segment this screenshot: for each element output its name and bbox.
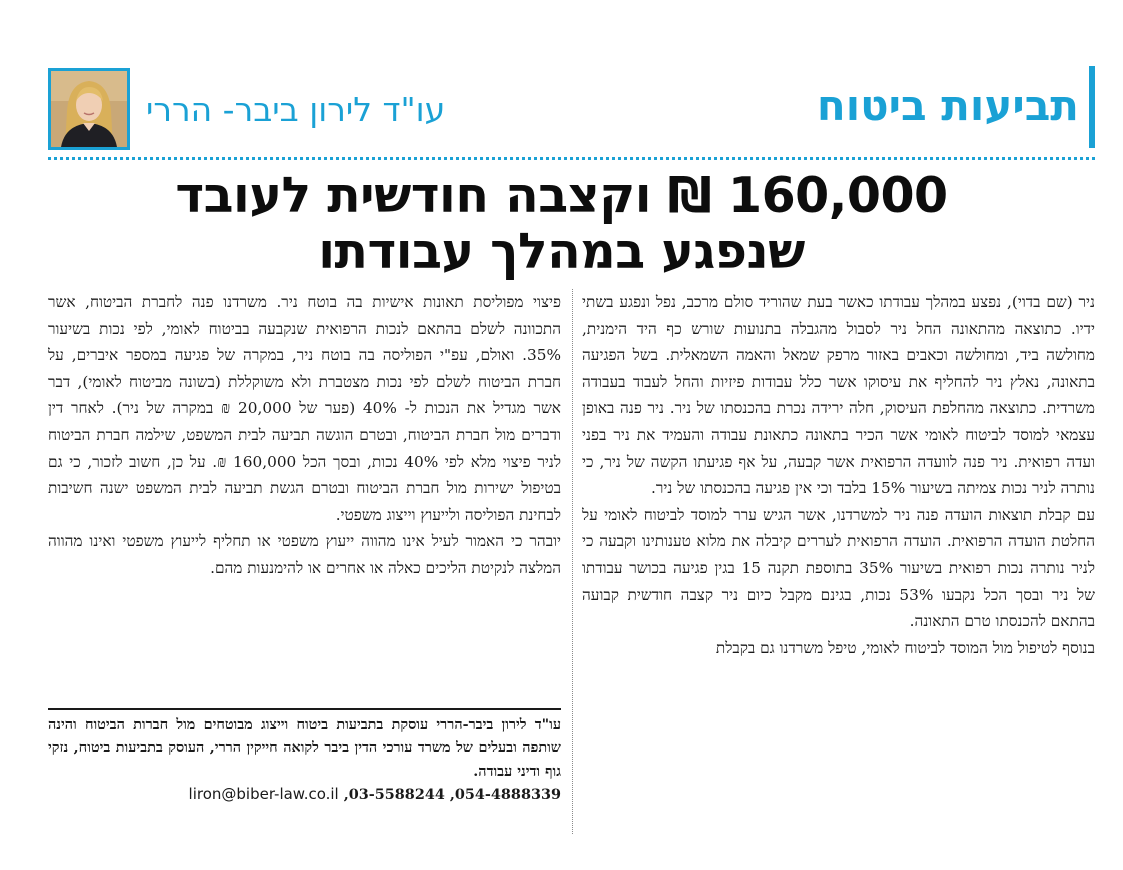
author-bio [48, 713, 561, 807]
section-accent-bar [1089, 66, 1095, 148]
paragraph: ניר (שם בדוי), נפצע במהלך עבודתו כאשר בעת שהוריד סולם מרכב, נפל ונפגע בשתי ידיו. כתוצאה מהתאונה החל ניר לסבול מהגבלה בתנועות שורש כף היד הימנית, מחולשה ביד, ומחולשה וכאבים באזור מרפק שמאל והאמה השמאלית. בשל הפגיעה בתאונה, נאלץ ניר להחליף את עיסוקו אשר כלל עבודות פיזיות והחל לעבוד בעבודה משרדית. כתוצאה מהחלפת העיסוק, חלה ירידה נכרת בהכנסתו של ניר. ניר פנה באופן עצמאי למוסד לביטוח לאומי אשר הכיר בתאונה כתאונת עבודה והעמיד את ניר בפני ועדה רפואית. ניר פנה לוועדה הרפואית אשר קבעה, על אף פגיעתו הקשה של ניר, כי נותרה לניר נכות צמיתה בשיעור 15% בלבד וכי אין פגיעה בהכנסתו של ניר. [582, 293, 1095, 498]
article-column-left [48, 289, 561, 709]
author-photo [48, 68, 130, 150]
bio-contact: 054-4888339, 03-5588244, liron@biber-law.co.il [188, 785, 561, 804]
headline-line-1: 160,000 ₪ וקצבה חודשית לעובד [175, 167, 948, 224]
author-portrait-image [51, 71, 127, 147]
article-headline [60, 168, 1063, 280]
section-title: תביעות ביטוח [816, 81, 1079, 130]
author-name: עו"ד לירון ביבר- הררי [146, 90, 446, 129]
article-column-right [582, 289, 1095, 829]
header-dotted-divider [48, 157, 1095, 160]
email-address[interactable]: liron@biber-law.co.il [188, 785, 339, 804]
disclaimer: יובהר כי האמור לעיל אינו מהווה ייעוץ משפטי או תחליף לייעוץ משפטי ואינו מהווה המלצה לנקיטת הליכים כאלה או אחרים או להימנעות מהם. [48, 532, 561, 577]
column-divider [572, 289, 573, 834]
paragraph: עם קבלת תוצאות הועדה פנה ניר למשרדנו, אשר הגיש ערר למוסד לביטוח לאומי על החלטת הועדה הרפואית. הועדה הרפואית לעררים קיבלה את מלוא טענותינו וקבעה כי לניר נותרה נכות רפואית בשיעור 35% בתוספת תקנה 15 בגין פגיעה בכושר עבודתו של ניר ובסך הכל נקבעו 53% נכות, בגינם מקבל כיום ניר קצבה חודשית קבועה בהתאם להכנסתו טרם התאונה. [582, 505, 1095, 631]
phone-numbers: 054-4888339, 03-5588244 [348, 786, 561, 804]
paragraph: פיצוי מפוליסת תאונות אישיות בה בוטח ניר. משרדנו פנה לחברת הביטוח, אשר התכוונה לשלם בהתאם לנכות הרפואית שנקבעה בביטוח לאומי, לפי נכות בשיעור 35%. ואולם, עפ"י הפוליסה בה בוטח ניר, במקרה של פגיעה במספר איברים, על חברת הביטוח לשלם לפי נכות מצטברת ולא משוקללת (בשונה מביטוח לאומי), דבר אשר מגדיל את הנכות ל- 40% (פער של 20,000 ₪ במקרה של ניר). לאחר דין ודברים מול חברת הביטוח, ובטרם הוגשה תביעה לבית המשפט, שילמה חברת הביטוח לניר פיצוי מלא לפי 40% נכות, ובסך הכל 160,000 ₪. על כן, חשוב לזכור, כי גם בטיפול ישירות מול חברת הביטוח ובטרם הגשת תביעה לבית המשפט ישנה חשיבות לבחינת הפוליסה ולייעוץ וייצוג משפטי. [48, 293, 561, 524]
column-header [48, 66, 1095, 152]
headline-line-2: שנפגע במהלך עבודתו [318, 223, 805, 280]
bio-divider [48, 708, 561, 710]
paragraph: בנוסף לטיפול מול המוסד לביטוח לאומי, טיפל משרדנו גם בקבלת [715, 638, 1095, 657]
bio-text: עו"ד לירון ביבר-הררי עוסקת בתביעות ביטוח וייצוג מבוטחים מול חברות הביטוח והינה שותפה ובעלים של משרד עורכי הדין ביבר לקואה חייקין הררי, העוסק בתביעות ביטוח, נזקי גוף ודיני עבודה. [48, 716, 561, 780]
